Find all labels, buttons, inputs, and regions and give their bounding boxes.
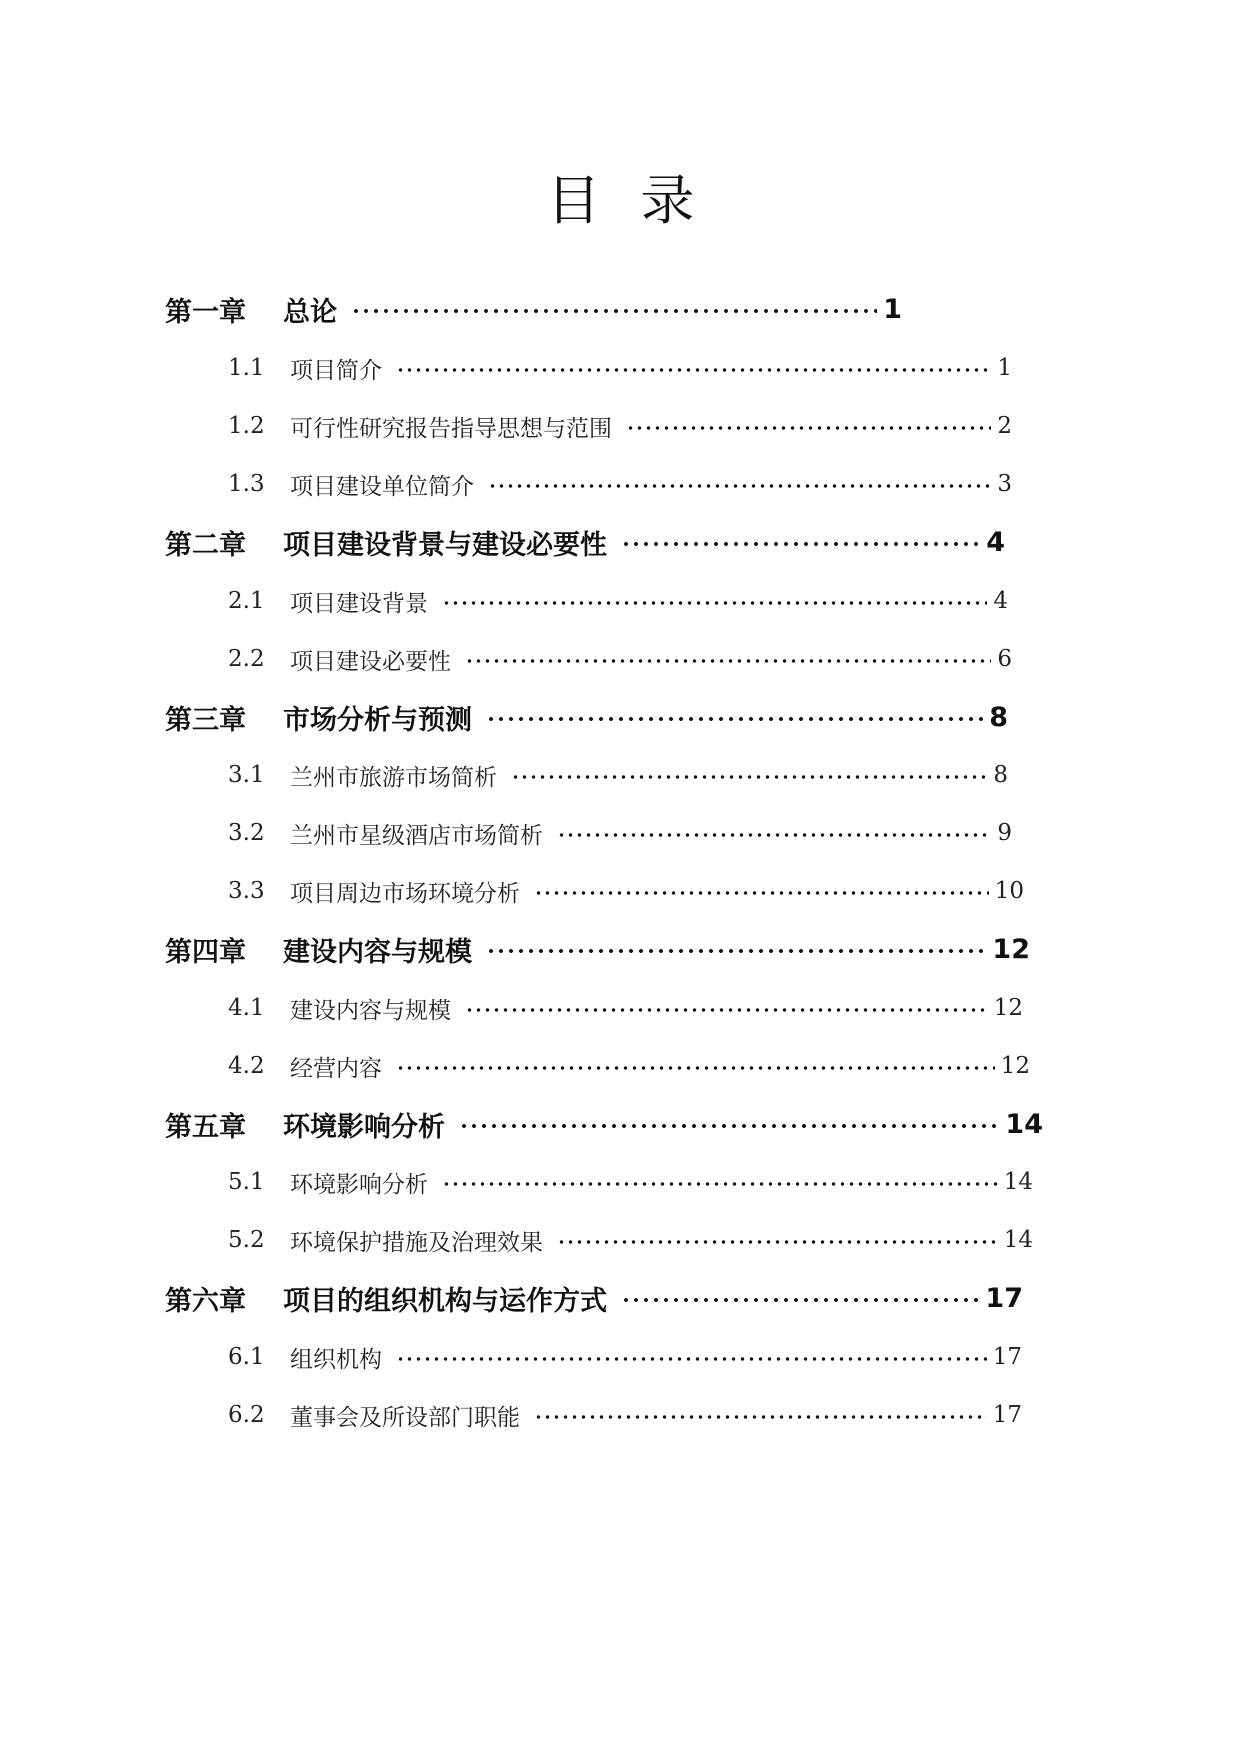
toc-page-number: 8 — [993, 762, 1008, 788]
toc-section-number: 3.1 — [228, 762, 265, 788]
toc-page-number: 12 — [1000, 1053, 1030, 1079]
dot-leader — [488, 484, 991, 488]
dot-leader — [486, 949, 986, 953]
toc-chapter-number: 第六章 — [165, 1285, 246, 1317]
dot-leader — [465, 659, 991, 663]
toc-chapter-number: 第三章 — [165, 704, 246, 736]
toc-section-title: 项目简介 — [290, 357, 382, 384]
toc-page-number: 2 — [997, 413, 1012, 439]
toc-section-5-2[interactable] — [228, 1220, 1033, 1260]
toc-chapter-title: 环境影响分析 — [283, 1111, 445, 1143]
toc-page-number: 6 — [997, 646, 1012, 672]
dot-leader — [486, 717, 983, 721]
toc-chapter-title: 项目的组织机构与运作方式 — [283, 1285, 607, 1317]
toc-page-number: 14 — [1003, 1227, 1033, 1253]
toc-section-title: 项目建设单位简介 — [290, 473, 474, 500]
dot-leader — [396, 368, 991, 372]
toc-page-number: 17 — [992, 1402, 1022, 1428]
toc-chapter-title: 总论 — [283, 296, 337, 328]
toc-section-5-1[interactable] — [228, 1162, 1033, 1202]
toc-page-number: 17 — [985, 1282, 1023, 1314]
toc-section-number: 4.2 — [228, 1053, 265, 1079]
toc-page-number: 14 — [1005, 1108, 1043, 1140]
toc-section-title: 项目建设背景 — [290, 590, 428, 617]
toc-page-number: 12 — [992, 933, 1030, 965]
dot-leader — [465, 1008, 988, 1012]
page-title-char-1: 目 — [546, 169, 601, 232]
toc-chapter-number: 第四章 — [165, 936, 246, 968]
toc-section-title: 项目建设必要性 — [290, 648, 451, 675]
toc-section-title: 项目周边市场环境分析 — [290, 880, 520, 907]
toc-section-number: 6.1 — [228, 1344, 265, 1370]
toc-page-number: 1 — [883, 293, 902, 325]
dot-leader — [511, 775, 987, 779]
toc-chapter-2[interactable] — [165, 522, 1005, 562]
toc-page-number: 8 — [989, 701, 1008, 733]
toc-page-number: 3 — [997, 471, 1012, 497]
toc-section-number: 1.2 — [228, 413, 265, 439]
dot-leader — [534, 1415, 987, 1419]
dot-leader — [396, 1357, 987, 1361]
toc-chapter-title: 市场分析与预测 — [283, 704, 472, 736]
toc-section-title: 建设内容与规模 — [290, 997, 451, 1024]
toc-chapter-6[interactable] — [165, 1278, 1023, 1318]
toc-section-number: 6.2 — [228, 1402, 265, 1428]
toc-page-number: 10 — [994, 878, 1024, 904]
dot-leader — [459, 1124, 999, 1128]
toc-chapter-number: 第五章 — [165, 1111, 246, 1143]
toc-section-3-2[interactable] — [228, 813, 1012, 853]
toc-section-2-2[interactable] — [228, 639, 1012, 679]
toc-chapter-number: 第一章 — [165, 296, 246, 328]
toc-section-title: 组织机构 — [290, 1346, 382, 1373]
toc-section-number: 3.2 — [228, 820, 265, 846]
toc-page-number: 4 — [986, 526, 1005, 558]
toc-section-number: 5.1 — [228, 1169, 265, 1195]
toc-section-number: 3.3 — [228, 878, 265, 904]
toc-section-title: 兰州市星级酒店市场简析 — [290, 822, 543, 849]
toc-section-6-1[interactable] — [228, 1337, 1022, 1377]
dot-leader — [621, 542, 980, 546]
toc-section-number: 1.1 — [228, 355, 265, 381]
dot-leader — [351, 309, 877, 313]
dot-leader — [442, 1182, 998, 1186]
dot-leader — [626, 426, 991, 430]
toc-section-1-2[interactable] — [228, 406, 1012, 446]
toc-section-title: 环境影响分析 — [290, 1171, 428, 1198]
toc-page-number: 14 — [1003, 1169, 1033, 1195]
toc-section-3-1[interactable] — [228, 755, 1008, 795]
toc-section-1-1[interactable] — [228, 348, 1012, 388]
toc-section-number: 4.1 — [228, 995, 265, 1021]
toc-section-title: 董事会及所设部门职能 — [290, 1404, 520, 1431]
toc-chapter-number: 第二章 — [165, 529, 246, 561]
toc-section-number: 2.2 — [228, 646, 265, 672]
dot-leader — [621, 1298, 979, 1302]
toc-section-title: 可行性研究报告指导思想与范围 — [290, 415, 612, 442]
toc-page-number: 9 — [997, 820, 1012, 846]
toc-chapter-1[interactable] — [165, 289, 902, 329]
dot-leader — [396, 1066, 995, 1070]
dot-leader — [557, 1240, 998, 1244]
toc-chapter-3[interactable] — [165, 697, 1008, 737]
toc-chapter-title: 项目建设背景与建设必要性 — [283, 529, 607, 561]
toc-section-6-2[interactable] — [228, 1395, 1022, 1435]
toc-section-title: 兰州市旅游市场简析 — [290, 764, 497, 791]
dot-leader — [442, 601, 987, 605]
toc-page-number: 1 — [997, 355, 1012, 381]
toc-section-number: 1.3 — [228, 471, 265, 497]
toc-section-4-1[interactable] — [228, 988, 1023, 1028]
toc-section-1-3[interactable] — [228, 464, 1012, 504]
toc-page-number: 12 — [993, 995, 1023, 1021]
toc-chapter-title: 建设内容与规模 — [283, 936, 472, 968]
dot-leader — [557, 833, 991, 837]
toc-section-title: 环境保护措施及治理效果 — [290, 1229, 543, 1256]
toc-page-number: 4 — [993, 588, 1008, 614]
toc-page-number: 17 — [992, 1344, 1022, 1370]
dot-leader — [534, 891, 989, 895]
toc-section-4-2[interactable] — [228, 1046, 1030, 1086]
toc-section-title: 经营内容 — [290, 1055, 382, 1082]
toc-section-3-3[interactable] — [228, 871, 1024, 911]
toc-section-number: 5.2 — [228, 1227, 265, 1253]
toc-section-2-1[interactable] — [228, 581, 1008, 621]
page-title-char-2: 录 — [640, 169, 695, 232]
toc-chapter-5[interactable] — [165, 1104, 1043, 1144]
toc-chapter-4[interactable] — [165, 929, 1030, 969]
toc-section-number: 2.1 — [228, 588, 265, 614]
